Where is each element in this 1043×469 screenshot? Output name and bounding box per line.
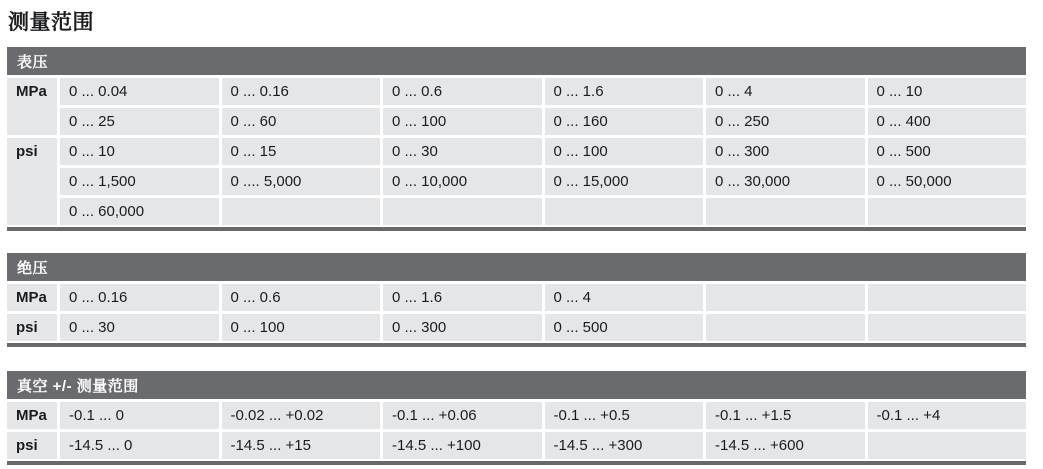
range-cell: -0.1 ... +4 [868, 402, 1027, 429]
range-cell: 0 ... 4 [545, 284, 704, 311]
range-cell: 0 ... 4 [706, 78, 865, 105]
unit-label-psi: psi [7, 138, 57, 225]
absolute-pressure-grid [7, 284, 1026, 341]
range-cell: -0.1 ... +0.06 [383, 402, 542, 429]
unit-label-mpa: MPa [7, 284, 57, 311]
range-cell [868, 314, 1027, 341]
range-cell: 0 ... 60,000 [60, 198, 219, 225]
range-cell: 0 ... 10,000 [383, 168, 542, 195]
page-title: 测量范围 [8, 11, 94, 34]
range-cell: -14.5 ... 0 [60, 432, 219, 459]
absolute-pressure-table [7, 253, 1026, 347]
range-cell: -0.02 ... +0.02 [222, 402, 381, 429]
range-cell: 0 ... 100 [383, 108, 542, 135]
range-cell [868, 198, 1027, 225]
range-cell: -14.5 ... +300 [545, 432, 704, 459]
range-cell: -14.5 ... +100 [383, 432, 542, 459]
range-cell: 0 ... 30 [383, 138, 542, 165]
range-cell: 0 ... 300 [383, 314, 542, 341]
range-cell: 0 ... 1.6 [383, 284, 542, 311]
vacuum-range-table [7, 371, 1026, 465]
range-cell: 0 ... 400 [868, 108, 1027, 135]
gauge-pressure-grid [7, 78, 1026, 225]
range-cell: 0 ... 0.6 [383, 78, 542, 105]
unit-label-mpa: MPa [7, 402, 57, 429]
range-cell: 0 ... 500 [868, 138, 1027, 165]
range-cell [545, 198, 704, 225]
range-cell: 0 ... 25 [60, 108, 219, 135]
range-cell: 0 ... 300 [706, 138, 865, 165]
range-cell: 0 ... 15,000 [545, 168, 704, 195]
range-cell [868, 432, 1027, 459]
range-cell: 0 ... 0.16 [222, 78, 381, 105]
range-cell: 0 ... 15 [222, 138, 381, 165]
range-cell: 0 ... 50,000 [868, 168, 1027, 195]
range-cell: 0 ... 250 [706, 108, 865, 135]
unit-label-psi: psi [7, 432, 57, 459]
range-cell: 0 ... 10 [868, 78, 1027, 105]
table-header-absolute: 绝压 [7, 253, 1026, 281]
table-bottom-border [7, 227, 1026, 231]
unit-label-mpa: MPa [7, 78, 57, 135]
range-cell: 0 ... 1,500 [60, 168, 219, 195]
gauge-pressure-table [7, 47, 1026, 231]
range-cell: 0 ... 0.16 [60, 284, 219, 311]
range-cell: -0.1 ... +1.5 [706, 402, 865, 429]
range-cell: 0 .... 5,000 [222, 168, 381, 195]
range-cell: 0 ... 1.6 [545, 78, 704, 105]
range-cell: 0 ... 0.6 [222, 284, 381, 311]
range-cell [706, 284, 865, 311]
range-cell: -14.5 ... +15 [222, 432, 381, 459]
range-cell [222, 198, 381, 225]
range-cell [868, 284, 1027, 311]
range-cell: 0 ... 500 [545, 314, 704, 341]
range-cell: 0 ... 160 [545, 108, 704, 135]
range-cell: -0.1 ... +0.5 [545, 402, 704, 429]
table-header-gauge: 表压 [7, 47, 1026, 75]
range-cell [706, 198, 865, 225]
range-cell: 0 ... 100 [222, 314, 381, 341]
table-bottom-border [7, 343, 1026, 347]
range-cell: 0 ... 30,000 [706, 168, 865, 195]
range-cell: 0 ... 100 [545, 138, 704, 165]
vacuum-range-grid [7, 402, 1026, 459]
range-cell [706, 314, 865, 341]
table-header-vacuum: 真空 +/- 测量范围 [7, 371, 1026, 399]
range-cell: 0 ... 10 [60, 138, 219, 165]
range-cell: 0 ... 0.04 [60, 78, 219, 105]
table-bottom-border [7, 461, 1026, 465]
range-cell [383, 198, 542, 225]
range-cell: 0 ... 60 [222, 108, 381, 135]
unit-label-psi: psi [7, 314, 57, 341]
range-cell: -0.1 ... 0 [60, 402, 219, 429]
range-cell: -14.5 ... +600 [706, 432, 865, 459]
range-cell: 0 ... 30 [60, 314, 219, 341]
